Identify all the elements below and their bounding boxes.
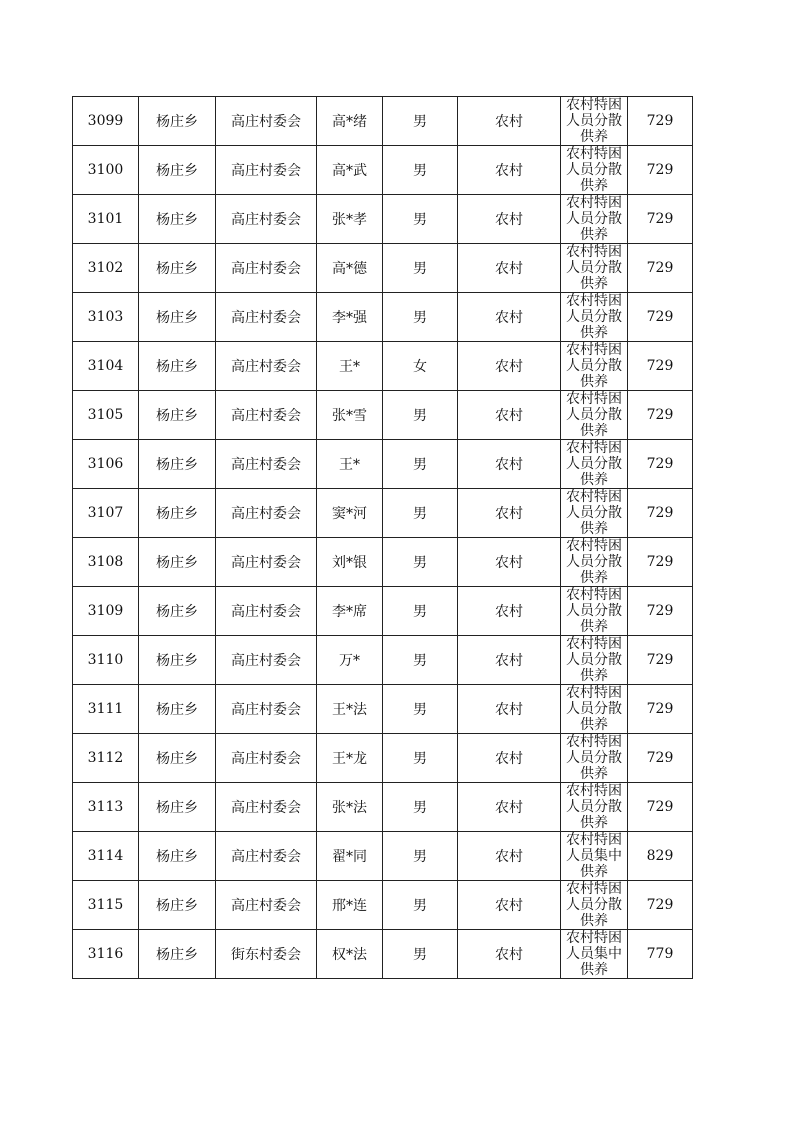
township-cell: 杨庄乡	[139, 636, 216, 685]
table-row	[73, 293, 693, 342]
person-name-cell: 李*强	[317, 293, 383, 342]
area-type-cell: 农村	[458, 293, 561, 342]
person-name-cell: 刘*银	[317, 538, 383, 587]
table-row	[73, 342, 693, 391]
gender-cell: 男	[383, 636, 458, 685]
township-cell: 杨庄乡	[139, 293, 216, 342]
table-row	[73, 538, 693, 587]
gender-cell: 男	[383, 734, 458, 783]
gender-cell: 男	[383, 881, 458, 930]
township-cell: 杨庄乡	[139, 538, 216, 587]
village-committee-cell: 高庄村委会	[216, 391, 317, 440]
amount-cell: 729	[628, 489, 693, 538]
gender-cell: 男	[383, 489, 458, 538]
support-type-text: 农村特困人员分散供养	[566, 293, 622, 341]
area-type-cell: 农村	[458, 538, 561, 587]
support-type-cell	[561, 244, 628, 293]
amount-cell: 729	[628, 734, 693, 783]
record-id-cell: 3101	[73, 195, 139, 244]
village-committee-cell: 高庄村委会	[216, 489, 317, 538]
township-cell: 杨庄乡	[139, 391, 216, 440]
record-id-cell: 3109	[73, 587, 139, 636]
person-name-cell: 翟*同	[317, 832, 383, 881]
amount-cell: 729	[628, 195, 693, 244]
record-id-cell: 3116	[73, 930, 139, 979]
record-id-cell: 3108	[73, 538, 139, 587]
gender-cell: 男	[383, 244, 458, 293]
support-type-text: 农村特困人员分散供养	[566, 391, 622, 439]
table-row	[73, 636, 693, 685]
record-id-cell: 3103	[73, 293, 139, 342]
table-row	[73, 440, 693, 489]
person-name-cell: 王*龙	[317, 734, 383, 783]
support-type-cell	[561, 832, 628, 881]
gender-cell: 男	[383, 685, 458, 734]
records-table	[72, 96, 693, 979]
support-type-cell	[561, 930, 628, 979]
amount-cell: 729	[628, 97, 693, 146]
amount-cell: 729	[628, 685, 693, 734]
township-cell: 杨庄乡	[139, 146, 216, 195]
person-name-cell: 王*	[317, 342, 383, 391]
table-row	[73, 391, 693, 440]
record-id-cell: 3102	[73, 244, 139, 293]
area-type-cell: 农村	[458, 489, 561, 538]
support-type-text: 农村特困人员分散供养	[566, 342, 622, 390]
township-cell: 杨庄乡	[139, 734, 216, 783]
table-row	[73, 881, 693, 930]
gender-cell: 男	[383, 195, 458, 244]
amount-cell: 729	[628, 244, 693, 293]
support-type-cell	[561, 146, 628, 195]
table-row	[73, 489, 693, 538]
amount-cell: 729	[628, 881, 693, 930]
area-type-cell: 农村	[458, 832, 561, 881]
support-type-text: 农村特困人员分散供养	[566, 881, 622, 929]
support-type-cell	[561, 636, 628, 685]
gender-cell: 男	[383, 440, 458, 489]
gender-cell: 男	[383, 391, 458, 440]
support-type-cell	[561, 440, 628, 489]
township-cell: 杨庄乡	[139, 244, 216, 293]
record-id-cell: 3107	[73, 489, 139, 538]
person-name-cell: 权*法	[317, 930, 383, 979]
support-type-cell	[561, 195, 628, 244]
person-name-cell: 张*雪	[317, 391, 383, 440]
amount-cell: 729	[628, 440, 693, 489]
record-id-cell: 3114	[73, 832, 139, 881]
person-name-cell: 张*孝	[317, 195, 383, 244]
person-name-cell: 高*武	[317, 146, 383, 195]
village-committee-cell: 高庄村委会	[216, 783, 317, 832]
record-id-cell: 3105	[73, 391, 139, 440]
area-type-cell: 农村	[458, 146, 561, 195]
amount-cell: 829	[628, 832, 693, 881]
gender-cell: 男	[383, 587, 458, 636]
record-id-cell: 3099	[73, 97, 139, 146]
village-committee-cell: 高庄村委会	[216, 146, 317, 195]
person-name-cell: 邢*连	[317, 881, 383, 930]
person-name-cell: 王*法	[317, 685, 383, 734]
area-type-cell: 农村	[458, 391, 561, 440]
village-committee-cell: 高庄村委会	[216, 881, 317, 930]
table-row	[73, 244, 693, 293]
village-committee-cell: 高庄村委会	[216, 440, 317, 489]
area-type-cell: 农村	[458, 881, 561, 930]
record-id-cell: 3112	[73, 734, 139, 783]
area-type-cell: 农村	[458, 342, 561, 391]
village-committee-cell: 高庄村委会	[216, 636, 317, 685]
support-type-text: 农村特困人员分散供养	[566, 146, 622, 194]
amount-cell: 729	[628, 342, 693, 391]
table-row	[73, 783, 693, 832]
support-type-cell	[561, 97, 628, 146]
area-type-cell: 农村	[458, 783, 561, 832]
table-row	[73, 930, 693, 979]
area-type-cell: 农村	[458, 195, 561, 244]
table-row	[73, 146, 693, 195]
village-committee-cell: 高庄村委会	[216, 832, 317, 881]
support-type-cell	[561, 391, 628, 440]
record-id-cell: 3100	[73, 146, 139, 195]
area-type-cell: 农村	[458, 587, 561, 636]
village-committee-cell: 高庄村委会	[216, 293, 317, 342]
village-committee-cell: 街东村委会	[216, 930, 317, 979]
support-type-cell	[561, 293, 628, 342]
table-row	[73, 685, 693, 734]
support-type-cell	[561, 489, 628, 538]
table-row	[73, 195, 693, 244]
record-id-cell: 3115	[73, 881, 139, 930]
support-type-text: 农村特困人员分散供养	[566, 783, 622, 831]
amount-cell: 729	[628, 146, 693, 195]
township-cell: 杨庄乡	[139, 440, 216, 489]
gender-cell: 男	[383, 97, 458, 146]
gender-cell: 男	[383, 538, 458, 587]
amount-cell: 729	[628, 538, 693, 587]
table-row	[73, 587, 693, 636]
village-committee-cell: 高庄村委会	[216, 538, 317, 587]
amount-cell: 729	[628, 587, 693, 636]
support-type-text: 农村特困人员集中供养	[566, 930, 622, 978]
support-type-cell	[561, 587, 628, 636]
record-id-cell: 3110	[73, 636, 139, 685]
support-type-cell	[561, 342, 628, 391]
support-type-cell	[561, 685, 628, 734]
village-committee-cell: 高庄村委会	[216, 587, 317, 636]
amount-cell: 729	[628, 636, 693, 685]
village-committee-cell: 高庄村委会	[216, 97, 317, 146]
township-cell: 杨庄乡	[139, 195, 216, 244]
area-type-cell: 农村	[458, 97, 561, 146]
person-name-cell: 窦*河	[317, 489, 383, 538]
area-type-cell: 农村	[458, 685, 561, 734]
person-name-cell: 李*席	[317, 587, 383, 636]
support-type-text: 农村特困人员分散供养	[566, 97, 622, 145]
support-type-text: 农村特困人员分散供养	[566, 244, 622, 292]
township-cell: 杨庄乡	[139, 685, 216, 734]
area-type-cell: 农村	[458, 734, 561, 783]
amount-cell: 729	[628, 783, 693, 832]
area-type-cell: 农村	[458, 930, 561, 979]
table-row	[73, 832, 693, 881]
township-cell: 杨庄乡	[139, 489, 216, 538]
support-type-text: 农村特困人员分散供养	[566, 636, 622, 684]
township-cell: 杨庄乡	[139, 97, 216, 146]
area-type-cell: 农村	[458, 636, 561, 685]
township-cell: 杨庄乡	[139, 342, 216, 391]
record-id-cell: 3113	[73, 783, 139, 832]
amount-cell: 729	[628, 391, 693, 440]
support-type-text: 农村特困人员分散供养	[566, 489, 622, 537]
gender-cell: 男	[383, 293, 458, 342]
area-type-cell: 农村	[458, 440, 561, 489]
person-name-cell: 高*绪	[317, 97, 383, 146]
amount-cell: 729	[628, 293, 693, 342]
support-type-text: 农村特困人员分散供养	[566, 195, 622, 243]
support-type-text: 农村特困人员分散供养	[566, 734, 622, 782]
support-type-cell	[561, 783, 628, 832]
gender-cell: 男	[383, 930, 458, 979]
table-row	[73, 734, 693, 783]
person-name-cell: 王*	[317, 440, 383, 489]
support-type-text: 农村特困人员分散供养	[566, 538, 622, 586]
support-type-cell	[561, 881, 628, 930]
person-name-cell: 高*德	[317, 244, 383, 293]
support-type-cell	[561, 734, 628, 783]
support-type-cell	[561, 538, 628, 587]
record-id-cell: 3106	[73, 440, 139, 489]
support-type-text: 农村特困人员分散供养	[566, 587, 622, 635]
person-name-cell: 张*法	[317, 783, 383, 832]
gender-cell: 男	[383, 783, 458, 832]
area-type-cell: 农村	[458, 244, 561, 293]
township-cell: 杨庄乡	[139, 832, 216, 881]
gender-cell: 女	[383, 342, 458, 391]
record-id-cell: 3104	[73, 342, 139, 391]
township-cell: 杨庄乡	[139, 587, 216, 636]
village-committee-cell: 高庄村委会	[216, 342, 317, 391]
township-cell: 杨庄乡	[139, 930, 216, 979]
township-cell: 杨庄乡	[139, 783, 216, 832]
person-name-cell: 万*	[317, 636, 383, 685]
table-row	[73, 97, 693, 146]
support-type-text: 农村特困人员分散供养	[566, 685, 622, 733]
village-committee-cell: 高庄村委会	[216, 244, 317, 293]
gender-cell: 男	[383, 146, 458, 195]
village-committee-cell: 高庄村委会	[216, 734, 317, 783]
village-committee-cell: 高庄村委会	[216, 685, 317, 734]
support-type-text: 农村特困人员集中供养	[566, 832, 622, 880]
township-cell: 杨庄乡	[139, 881, 216, 930]
gender-cell: 男	[383, 832, 458, 881]
village-committee-cell: 高庄村委会	[216, 195, 317, 244]
record-id-cell: 3111	[73, 685, 139, 734]
amount-cell: 779	[628, 930, 693, 979]
support-type-text: 农村特困人员分散供养	[566, 440, 622, 488]
